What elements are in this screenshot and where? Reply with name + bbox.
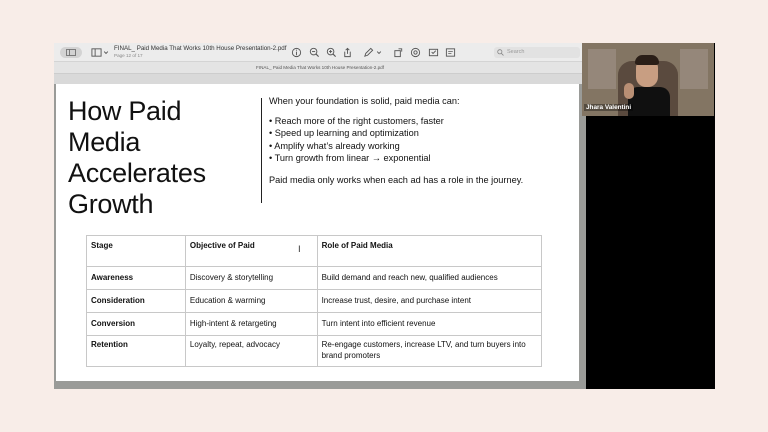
stage-cell: Conversion	[87, 313, 186, 336]
annotate-icon[interactable]	[428, 47, 439, 58]
presentation-slide	[56, 84, 579, 381]
table-row	[87, 290, 542, 313]
slide-title-line: Accelerates	[68, 158, 206, 188]
funnel-table	[86, 235, 542, 367]
document-title: FINAL_ Paid Media That Works 10th House Presentation-2.pdf	[114, 45, 287, 52]
search-icon	[497, 49, 504, 56]
page-indicator: Page 12 of 17	[114, 53, 143, 58]
slide-title-line: How Paid	[68, 96, 182, 126]
slide-title	[68, 96, 248, 220]
objective-cell: Loyalty, repeat, advocacy	[185, 336, 317, 367]
window-controls[interactable]	[60, 47, 82, 58]
table-header-cell: Role of Paid Media	[317, 236, 541, 267]
sidebar-icon	[66, 49, 76, 56]
zoom-in-icon[interactable]	[326, 47, 337, 58]
stage-cell: Awareness	[87, 267, 186, 290]
sidebar-toggle-icon[interactable]	[91, 47, 102, 58]
stage-cell: Retention	[87, 336, 186, 367]
role-cell: Build demand and reach new, qualified audiences	[317, 267, 541, 290]
table-header-cell: Objective of Paid	[185, 236, 317, 267]
table-header-row	[87, 236, 542, 267]
table-row	[87, 267, 542, 290]
chevron-down-icon[interactable]	[103, 47, 109, 58]
participant-arm	[624, 83, 634, 99]
stage-cell: Consideration	[87, 290, 186, 313]
participant-hair	[635, 55, 659, 65]
highlight-icon[interactable]	[410, 47, 421, 58]
document-tab-bar[interactable]	[54, 62, 586, 74]
slide-body-text	[269, 95, 569, 186]
slide-title-line: Media	[68, 127, 141, 157]
participant-name-label: Jhara Valentini	[586, 104, 632, 111]
text-cursor-icon: I	[298, 245, 301, 255]
participant-video-tile[interactable]	[582, 43, 714, 116]
bullet-item: • Turn growth from linear → exponential	[269, 153, 431, 163]
viewer-toolbar	[54, 43, 586, 62]
bullet-item: • Amplify what’s already working	[269, 140, 400, 151]
table-header-cell: Stage	[87, 236, 186, 267]
search-field[interactable]	[494, 47, 580, 58]
objective-cell: Education & warming	[185, 290, 317, 313]
search-placeholder: Search	[507, 49, 525, 55]
title-divider	[261, 98, 262, 203]
video-wall-panel	[588, 49, 616, 89]
intro-text: When your foundation is solid, paid media can:	[269, 96, 460, 106]
share-icon[interactable]	[342, 47, 353, 58]
table-row	[87, 336, 542, 367]
slide-title-line: Growth	[68, 189, 154, 219]
document-tab-label: FINAL_ Paid Media That Works 10th House Presentation-2.pdf	[255, 65, 384, 70]
zoom-out-icon[interactable]	[309, 47, 320, 58]
rotate-icon[interactable]	[393, 47, 404, 58]
markup-chevron-icon[interactable]	[376, 47, 382, 58]
closing-text: Paid media only works when each ad has a role in the journey.	[269, 174, 524, 185]
objective-cell: Discovery & storytelling	[185, 267, 317, 290]
objective-cell: High-intent & retargeting	[185, 313, 317, 336]
participant-body	[628, 87, 670, 116]
viewer-canvas-top	[54, 74, 586, 84]
table-row	[87, 313, 542, 336]
bullet-item: • Reach more of the right customers, faster	[269, 115, 444, 126]
role-cell: Re-engage customers, increase LTV, and turn buyers into brand promoters	[317, 336, 541, 367]
role-cell: Turn intent into efficient revenue	[317, 313, 541, 336]
role-cell: Increase trust, desire, and purchase intent	[317, 290, 541, 313]
video-wall-panel	[680, 49, 708, 89]
bullet-item: • Speed up learning and optimization	[269, 128, 419, 138]
form-icon[interactable]	[445, 47, 456, 58]
markup-pen-icon[interactable]	[363, 47, 374, 58]
info-icon[interactable]	[291, 47, 302, 58]
